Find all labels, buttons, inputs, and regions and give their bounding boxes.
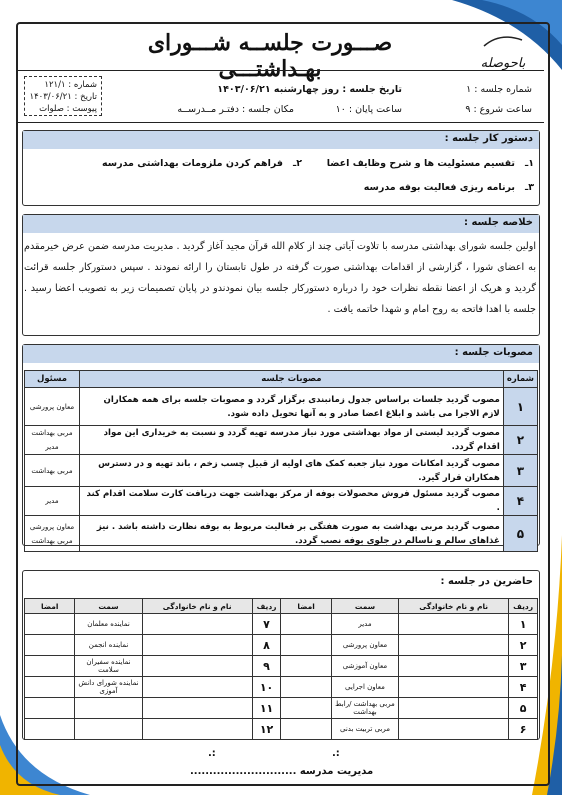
resolutions-header-row [25,371,538,388]
resolutions-table [24,370,538,552]
summary-text: اولین جلسه شورای بهداشتی مدرسه با تلاوت آیاتی چند از کلام الله قرآن مجید آغاز گردید . مدیریت مدرسه ضمن عرض خیرمقدم به اعضای شورا ، گزارشی از اقدامات بهداشتی صورت گرفته در طول تابستان را ارائه نمودند . سپس دستورکار جلسه قرائت گردید و هریک از اعضا نقطه نظرات خود را درباره دستورکار جلسه بیان نمودندو در پایان تصمیمات زیر به تصویب اعضا رسید . جلسه با اهدا فاتحه به روح امام و شهدا خاتمه یافت . [24,241,536,315]
table-row: ۱ مدیر ۷ نماینده معلمان [25,614,538,635]
start-time: ساعت شروع : ۹ [465,104,532,115]
meta-divider [18,122,544,123]
table-row: ۵ مربی بهداشت /رابط بهداشت ۱۱ [25,698,538,719]
table-row: ۳ مصوب گردید امکانات مورد نیاز جعبه کمک های اولیه از قبیل چسب زخم ، باند تهیه و در دسترس همکاران قرار گیرد. مربی بهداشت [25,455,538,487]
table-row: ۴ مصوب گردید مسئول فروش محصولات بوفه از مرکز بهداشت جهت دریافت کارت سلامت اقدام کند . مدیر [25,487,538,516]
table-row: ۵ مصوب گردید مربی بهداشت به صورت هفتگی بر فعالیت مربوط به بوفه نظارت داشته باشد . نیز غذاهای سالم و ناسالم در جلوی بوفه نصب گردد. معاون پرورشی مربی بهداشت [25,516,538,552]
agenda-heading: دستور کار جلسه : [23,131,539,149]
table-row: ۲ مصوب گردید لیستی از مواد بهداشتی مورد نیاز مدرسه تهیه گردد و نسبت به خریداری این مواد اقدام گردد. مربی بهداشت مدیر [25,426,538,455]
session-number: شماره جلسه : ۱ [466,84,532,95]
footer-mark-left: :. [208,748,216,759]
reference-number: شماره : ۱۲۱/۱ [44,80,97,90]
col-resolution: مصوبات جلسه [80,371,504,388]
attendees-heading: حاضرین در جلسه : [23,574,539,592]
header-divider [18,70,544,71]
resolutions-heading: مصوبات جلسه : [23,345,539,363]
table-row: ۴ معاون اجرایی ۱۰ نماینده شورای دانش آموزی [25,677,538,698]
col-responsible: مسئول [25,371,80,388]
table-row: ۶ مربی تربیت بدنی ۱۲ [25,719,538,740]
agenda-item-3: ۳ـ برنامه ریزی فعالیت بوفه مدرسه [363,182,534,193]
attendees-header-row: ردیف نام و نام خانوادگی سمت امضا ردیف نام و نام خانوادگی سمت امضا [25,599,538,614]
reference-box [24,76,102,116]
document-title: صـــورت جلســه شـــورای بهـداشتـــی [147,30,393,82]
col-number: شماره [503,371,537,388]
principal-signature-line: مدیریت مدرسه ............................ [190,766,374,777]
reference-date: تاریخ : ۱۴۰۳/۰۶/۲۱ [29,92,97,102]
agenda-item-1: ۱ـ تقسیم مسئولیت ها و شرح وظایف اعضا [326,158,534,169]
table-row: ۱ مصوب گردید جلسات براساس جدول زمانبندی برگزار گردد و مصوبات جلسه برای همه همکاران لازم الاجرا می باشد و ابلاغ اعضا صادر و به آنها تحویل داده شود. معاون پرورشی [25,388,538,426]
summary-heading: خلاصه جلسه : [23,215,539,233]
footer-mark-right: :. [332,748,340,759]
attendees-table [24,598,538,740]
agenda-item-2: ۲ـ فراهم کردن ملزومات بهداشتی مدرسه [102,158,302,169]
end-time: ساعت پایان : ۱۰ [335,104,402,115]
table-row: ۲ معاون پرورشی ۸ نماینده انجمن [25,635,538,656]
session-date: تاریخ جلسه : روز چهارشنبه ۱۴۰۳/۰۶/۲۱ [217,84,402,95]
table-row: ۳ معاون آموزشی ۹ نماینده سفیران سلامت [25,656,538,677]
school-logo: باحوصله [480,30,526,70]
meeting-location: مکان جلسه : دفتـر مــدرســه [177,104,294,115]
reference-attachment: پیوست : صلوات [39,104,97,114]
